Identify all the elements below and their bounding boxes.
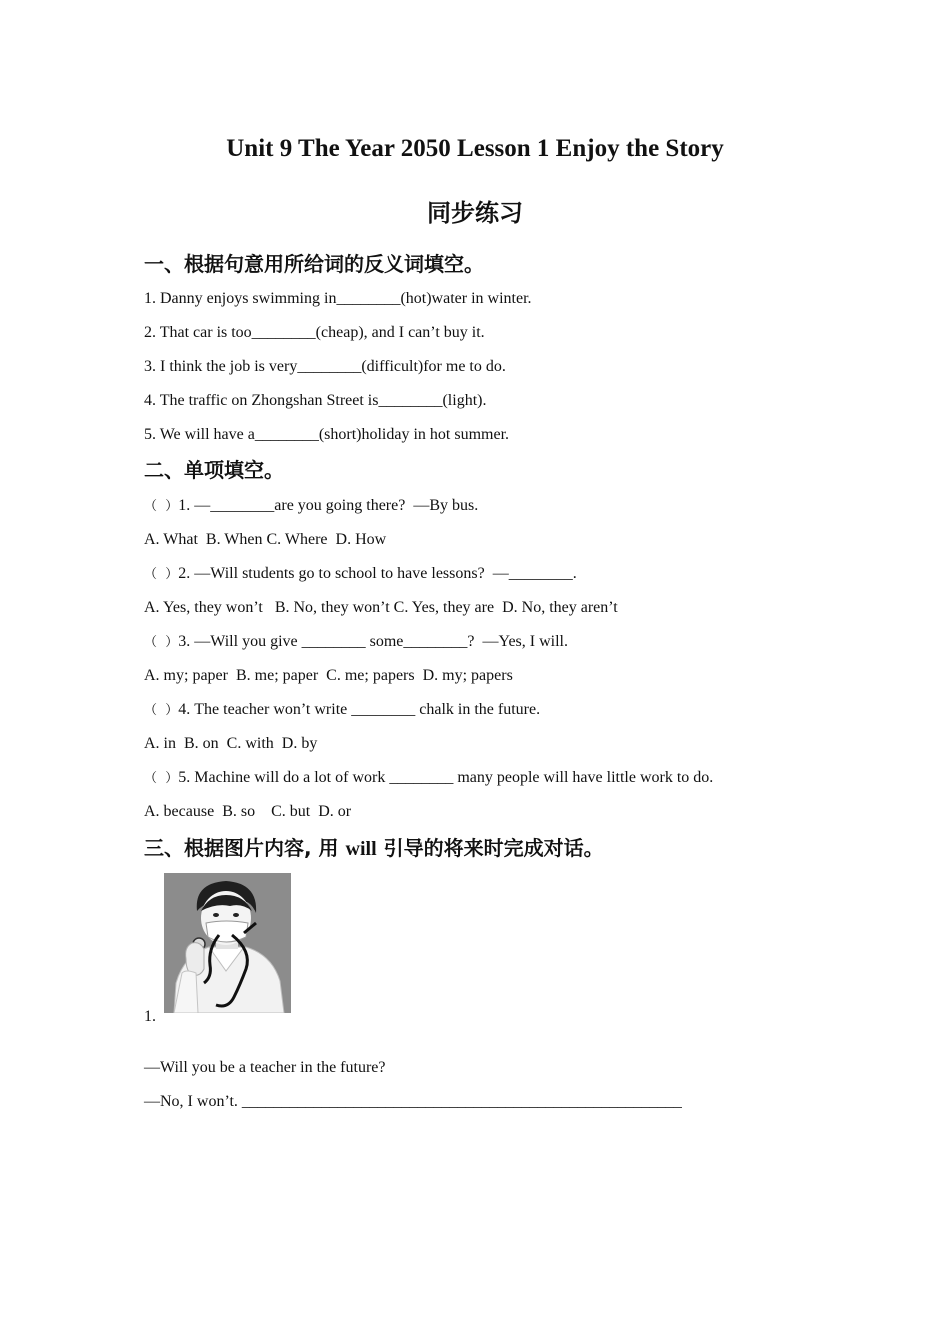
- answer-bracket: （ ）: [144, 635, 179, 650]
- answer-bracket: （ ）: [144, 771, 179, 786]
- answer-bracket: （ ）: [144, 499, 179, 514]
- section1-heading: 一、根据句意用所给词的反义词填空。: [144, 252, 484, 276]
- question-text: 3. —Will you give ________ some________? —Yes, I will.: [178, 633, 568, 650]
- fill-in-item-2: 2. That car is too________(cheap), and I can’t buy it.: [144, 324, 485, 341]
- section3-heading-will: will: [345, 838, 377, 860]
- choice-options-2: A. Yes, they won’t B. No, they won’t C. Yes, they are D. No, they aren’t: [144, 599, 618, 616]
- choice-question-3: [144, 631, 568, 654]
- choice-options-5: A. because B. so C. but D. or: [144, 803, 352, 820]
- choice-options-1: A. What B. When C. Where D. How: [144, 531, 387, 548]
- question-text: 2. —Will students go to school to have lessons? —________.: [178, 565, 577, 582]
- page-subtitle: 同步练习: [427, 199, 523, 227]
- section3-heading-post: 引导的将来时完成对话。: [376, 836, 604, 860]
- section3-heading-pre: 三、根据图片内容, 用: [144, 836, 346, 860]
- picture-item-number: 1.: [144, 1008, 156, 1025]
- choice-question-4: [144, 699, 540, 722]
- fill-in-item-4: 4. The traffic on Zhongshan Street is________(light).: [144, 392, 487, 409]
- question-text: 4. The teacher won’t write ________ chalk in the future.: [178, 701, 541, 718]
- choice-question-1: [144, 495, 478, 518]
- dialog-question: —Will you be a teacher in the future?: [144, 1059, 386, 1076]
- question-text: 5. Machine will do a lot of work ________ many people will have little work to do.: [178, 769, 714, 786]
- choice-options-4: A. in B. on C. with D. by: [144, 735, 318, 752]
- choice-question-2: [144, 563, 577, 586]
- answer-bracket: （ ）: [144, 567, 179, 582]
- fill-in-item-3: 3. I think the job is very________(difficult)for me to do.: [144, 358, 506, 375]
- section3-heading: [144, 834, 604, 863]
- choice-question-5: [144, 767, 713, 790]
- page-title: Unit 9 The Year 2050 Lesson 1 Enjoy the Story: [226, 135, 724, 162]
- section2-heading: 二、单项填空。: [144, 458, 284, 482]
- dialog-answer: —No, I won’t. _______________________________________________________: [144, 1093, 682, 1110]
- fill-in-item-5: 5. We will have a________(short)holiday in hot summer.: [144, 426, 510, 443]
- fill-in-item-1: 1. Danny enjoys swimming in________(hot)water in winter.: [144, 290, 532, 307]
- doctor-with-stethoscope-icon: [164, 873, 291, 1013]
- choice-options-3: A. my; paper B. me; paper C. me; papers D. my; papers: [144, 667, 513, 684]
- answer-bracket: （ ）: [144, 703, 179, 718]
- question-text: 1. —________are you going there? —By bus.: [178, 497, 479, 514]
